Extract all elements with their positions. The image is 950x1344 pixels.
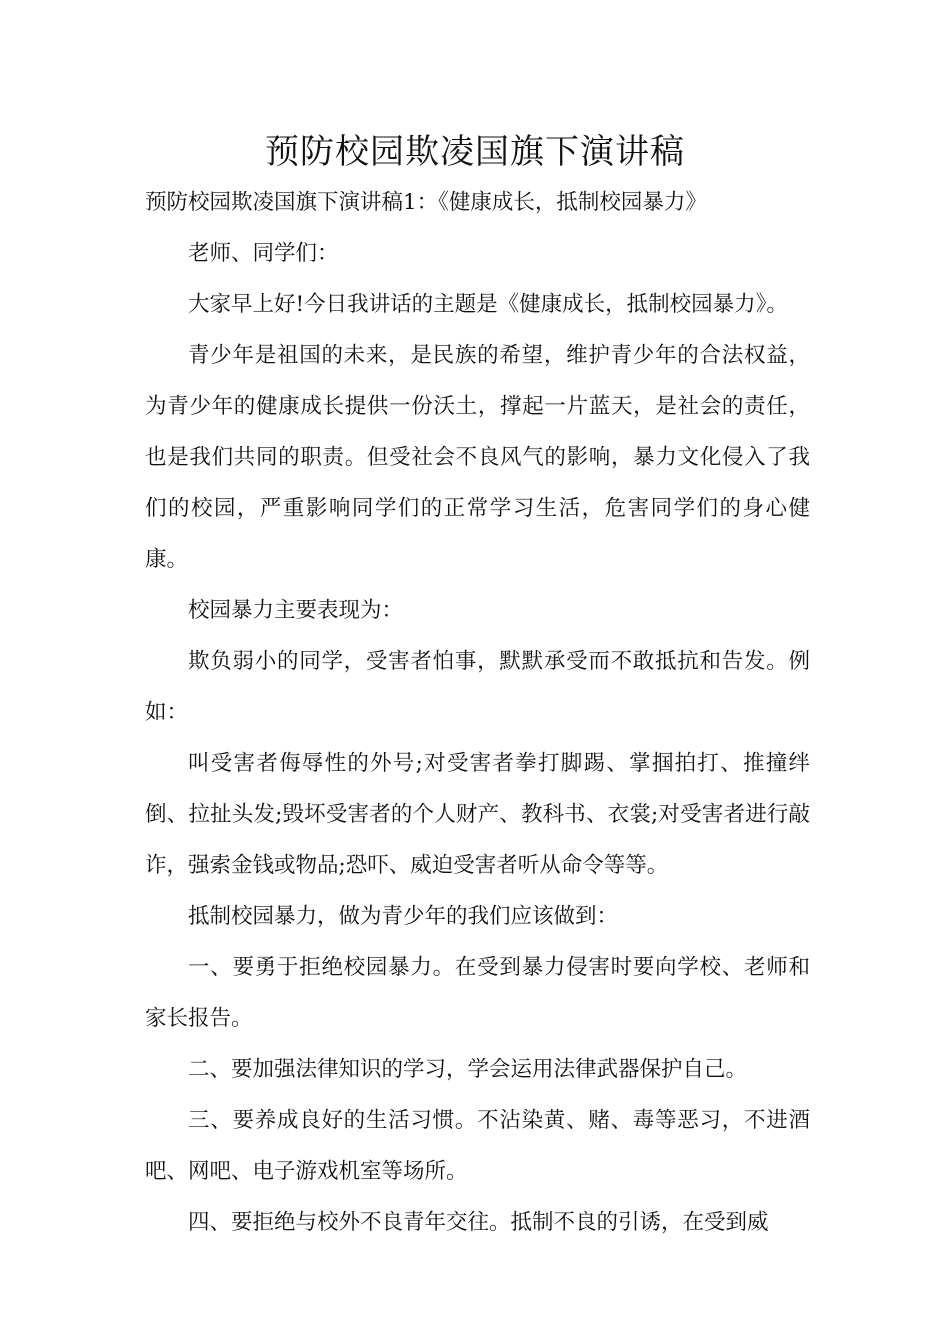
paragraph-measure-2: 二、要加强法律知识的学习，学会运用法律武器保护自己。 [188, 1057, 748, 1082]
paragraph-measure-3: 三、要养成良好的生活习惯。不沾染黄、赌、毒等恶习，不进酒吧、网吧、电子游戏机室等场所。 [145, 1108, 810, 1184]
paragraph-bullying: 欺负弱小的同学，受害者怕事，默默承受而不敢抵抗和告发。例如： [145, 649, 810, 725]
paragraph-heading: 预防校园欺凌国旗下演讲稿1：《健康成长，抵制校园暴力》 [145, 190, 707, 215]
paragraph-measure-1: 一、要勇于拒绝校园暴力。在受到暴力侵害时要向学校、老师和家长报告。 [145, 955, 810, 1031]
paragraph-salutation: 老师、同学们： [188, 241, 339, 266]
paragraph-intro: 青少年是祖国的未来，是民族的希望，维护青少年的合法权益，为青少年的健康成长提供一份沃土，撑起一片蓝天，是社会的责任，也是我们共同的职责。但受社会不良风气的影响，暴力文化侵入了我们的校园，严重影响同学们的正常学习生活，危害同学们的身心健康。 [145, 343, 810, 572]
document-body [145, 177, 810, 1248]
paragraph-examples: 叫受害者侮辱性的外号;对受害者拳打脚踢、掌掴拍打、推撞绊倒、拉扯头发;毁坏受害者的个人财产、教科书、衣裳;对受害者进行敲诈，强索金钱或物品;恐吓、威迫受害者听从命令等等。 [145, 751, 810, 878]
paragraph-measure-4: 四、要拒绝与校外不良青年交往。抵制不良的引诱，在受到威 [188, 1210, 769, 1235]
paragraph-measures-heading: 抵制校园暴力，做为青少年的我们应该做到： [188, 904, 619, 929]
paragraph-forms-heading: 校园暴力主要表现为： [188, 598, 404, 623]
document-title: 预防校园欺凌国旗下演讲稿 [265, 132, 685, 172]
paragraph-greeting: 大家早上好!今日我讲话的主题是《健康成长，抵制校园暴力》。 [188, 292, 788, 317]
